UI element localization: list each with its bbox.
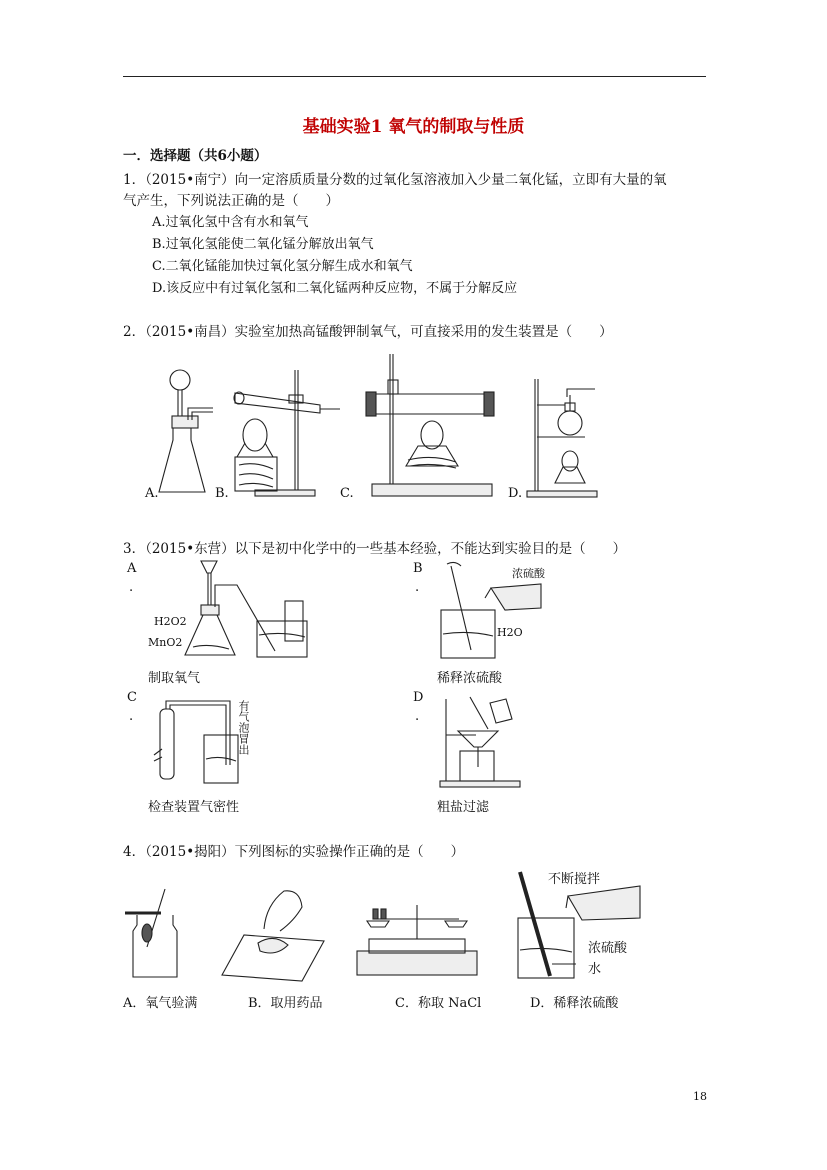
q4-balance-figure xyxy=(355,895,480,980)
q3-caption-c: 检查装置气密性 xyxy=(148,800,240,815)
q1-option-d: D.该反应中有过氧化氢和二氧化锰两种反应物，不属于分解反应 xyxy=(152,281,518,296)
q3-letter-c: C xyxy=(127,690,137,705)
q4-water-label: 水 xyxy=(588,962,602,977)
q3-caption-d: 粗盐过滤 xyxy=(437,800,490,815)
q4-caption-d: D．稀释浓硫酸 xyxy=(530,996,619,1011)
q3-caption-a: 制取氧气 xyxy=(148,671,201,686)
q1-stem-line2: 气产生，下列说法正确的是（ ） xyxy=(123,193,339,209)
q2-apparatus-b-figure xyxy=(225,365,345,500)
q3-h2o2-label: H2O2 xyxy=(154,615,187,628)
q3-acid-label: 浓硫酸 xyxy=(512,567,545,580)
q3-dot-a: . xyxy=(129,580,134,595)
q2-stem: 2．（2015•南昌）实验室加热高锰酸钾制氧气，可直接采用的发生装置是（ ） xyxy=(123,324,613,340)
q1-option-b: B.过氧化氢能使二氧化锰分解放出氧气 xyxy=(152,237,374,252)
q1-stem-line1: 1．（2015•南宁）向一定溶质质量分数的过氧化氢溶液加入少量二氧化锰，立即有大量的氧 xyxy=(123,172,667,188)
q4-oxygen-test-figure xyxy=(125,885,185,985)
q3-dot-c: . xyxy=(129,709,134,724)
q3-airtight-check-figure xyxy=(148,695,248,790)
q2-label-c: C. xyxy=(340,486,354,501)
q2-label-a: A. xyxy=(145,486,159,501)
q3-filtration-figure xyxy=(436,695,536,790)
section-heading: 一．选择题（共6小题） xyxy=(123,148,268,164)
q3-bubble-label: 有气泡冒出 xyxy=(237,700,250,755)
q4-acid-label: 浓硫酸 xyxy=(588,941,628,956)
q1-option-c: C.二氧化锰能加快过氧化氢分解生成水和氧气 xyxy=(152,259,413,274)
q3-letter-b: B xyxy=(413,561,423,576)
header-rule xyxy=(123,76,706,77)
q4-caption-a: A．氧气验满 xyxy=(123,996,198,1011)
q2-apparatus-d-figure xyxy=(525,375,600,500)
q3-caption-b: 稀释浓硫酸 xyxy=(437,671,503,686)
q4-caption-c: C．称取 NaCl xyxy=(395,996,482,1011)
q1-option-a: A.过氧化氢中含有水和氧气 xyxy=(152,215,309,230)
q3-letter-a: A xyxy=(127,561,137,576)
q3-water-label: H2O xyxy=(497,626,523,639)
q4-caption-b: B．取用药品 xyxy=(248,996,323,1011)
q2-apparatus-a-figure xyxy=(155,368,220,500)
q3-dot-b: . xyxy=(415,580,420,595)
q4-stir-label: 不断搅拌 xyxy=(548,872,601,887)
page-number: 18 xyxy=(693,1090,707,1103)
q3-letter-d: D xyxy=(413,690,424,705)
q4-stem: 4．（2015•揭阳）下列图标的实验操作正确的是（ ） xyxy=(123,844,465,860)
page-title: 基础实验1 氧气的制取与性质 xyxy=(302,117,525,137)
q3-mno2-label: MnO2 xyxy=(148,636,183,649)
q2-label-d: D. xyxy=(508,486,523,501)
q2-label-b: B. xyxy=(215,486,229,501)
q2-apparatus-c-figure xyxy=(360,350,495,500)
q4-take-drug-figure xyxy=(218,885,328,985)
q3-dot-d: . xyxy=(415,709,420,724)
q3-stem: 3．（2015•东营）以下是初中化学中的一些基本经验，不能达到实验目的是（ ） xyxy=(123,541,627,557)
